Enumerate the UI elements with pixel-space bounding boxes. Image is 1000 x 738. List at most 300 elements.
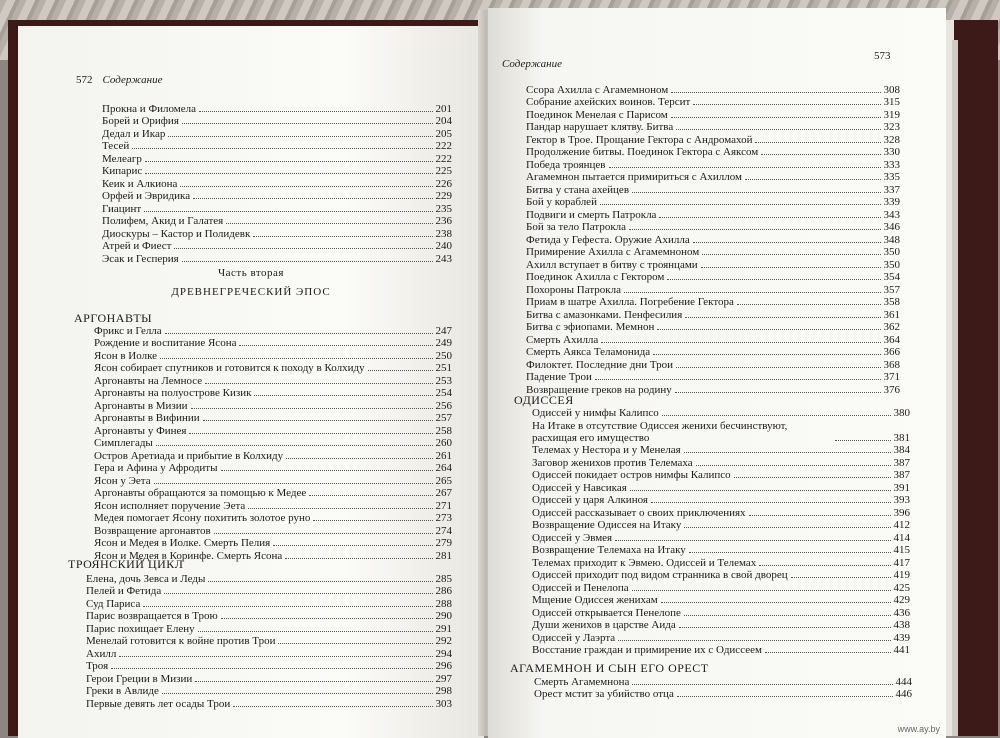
toc-entry-title: Симплегады: [94, 437, 153, 449]
dot-leader: [629, 229, 880, 230]
toc-entry-title: Примирение Ахилла с Агамемноном: [526, 246, 700, 258]
dot-leader: [160, 358, 432, 359]
dot-leader: [203, 420, 433, 421]
toc-entry-page: 201: [435, 102, 452, 115]
toc-entry: [94, 537, 452, 550]
dot-leader: [835, 440, 891, 441]
toc-entry: [526, 158, 900, 171]
dot-leader: [676, 367, 880, 368]
toc-entry-page: 350: [883, 258, 900, 271]
toc-entry: [86, 585, 452, 598]
toc-entry-title: Медея помогает Ясону похитить золотое руно: [94, 512, 311, 524]
toc-entry: [102, 240, 452, 253]
dot-leader: [759, 565, 890, 566]
toc-entry-title: Орфей и Эвридика: [102, 190, 191, 202]
toc-entry: [94, 424, 452, 437]
dot-leader: [630, 490, 891, 491]
toc-entry-page: 267: [435, 487, 452, 499]
toc-entry-title: Елена, дочь Зевса и Леды: [86, 572, 206, 585]
toc-entry-title: Поединок Ахилла с Гектором: [526, 271, 665, 283]
toc-entry-page: 291: [435, 622, 452, 635]
toc-entry: [94, 474, 452, 487]
toc-entry-title: Битва у стана ахейцев: [526, 183, 630, 196]
toc-entry-page: 298: [435, 685, 452, 697]
dot-leader: [182, 123, 433, 124]
dot-leader: [145, 161, 433, 162]
dot-leader: [154, 483, 433, 484]
dot-leader: [701, 267, 881, 268]
section-heading-argonauts: АРГОНАВТЫ: [74, 311, 153, 325]
toc-entry: [94, 399, 452, 412]
toc-entry-page: 376: [883, 383, 900, 396]
toc-entry-page: 297: [435, 672, 452, 685]
dot-leader: [791, 577, 891, 578]
dot-leader: [221, 618, 433, 619]
dot-leader: [191, 408, 433, 409]
toc-entry-page: 348: [883, 233, 900, 246]
toc-entry-page: 247: [435, 324, 452, 337]
toc-entry-title: Полифем, Акид и Галатея: [102, 215, 224, 227]
toc-entry-title: Кипарис: [102, 165, 143, 177]
toc-entry: [532, 544, 910, 557]
toc-entry-page: 380: [893, 406, 910, 419]
toc-entry-page: 222: [435, 140, 452, 152]
dot-leader: [119, 656, 432, 657]
dot-leader: [254, 395, 432, 396]
toc-entry: [526, 183, 900, 196]
toc-entry-page: 364: [883, 333, 900, 346]
dot-leader: [174, 248, 432, 249]
toc-entry: [94, 449, 452, 462]
toc-entry-page: 258: [435, 424, 452, 437]
toc-entry: [526, 333, 900, 346]
toc-entry-title: Аргонавты на Лемносе: [94, 374, 203, 387]
toc-entry-page: 335: [883, 171, 900, 183]
toc-entry-page: 371: [883, 371, 900, 383]
section-heading-odyssey: ОДИССЕЯ: [514, 393, 574, 407]
dot-leader: [689, 552, 891, 553]
toc-entry: [526, 121, 900, 134]
toc-entry-title: Возвращение аргонавтов: [94, 524, 211, 537]
toc-entry-title: Атрей и Фиест: [102, 240, 172, 252]
toc-entry-page: 358: [883, 296, 900, 308]
toc-entry-page: 384: [893, 444, 910, 456]
toc-entry: [532, 631, 910, 644]
dot-leader: [675, 392, 881, 393]
toc-entry: [94, 512, 452, 525]
toc-entry-page: 290: [435, 610, 452, 622]
left-running-head: Содержание: [102, 74, 163, 86]
toc-entry-page: 273: [435, 512, 452, 524]
toc-entry-page: 274: [435, 524, 452, 537]
dot-leader: [684, 615, 891, 616]
toc-entry-title: Одиссей у Навсикая: [532, 481, 627, 494]
toc-entry-page: 251: [435, 362, 452, 374]
toc-entry: [102, 152, 452, 165]
toc-entry-title: Ахилл вступает в битву с троянцами: [526, 258, 698, 271]
toc-entry-page: 419: [893, 569, 910, 581]
toc-entry-title: Продолжение битвы. Поединок Гектора с Аяксом: [526, 146, 759, 158]
toc-entry: [102, 227, 452, 240]
toc-entry: [526, 108, 900, 121]
toc-entry-page: 446: [895, 688, 912, 700]
toc-entry-page: 286: [435, 585, 452, 597]
toc-entry-title: Одиссей приходит под видом странника в свой дворец: [532, 569, 788, 581]
toc-entry-page: 265: [435, 474, 452, 487]
toc-entry-title: Ясон и Медея в Иолке. Смерть Пелия: [94, 537, 271, 549]
toc-entry-page: 337: [883, 183, 900, 196]
page-edges-inner: [952, 40, 958, 736]
dot-leader: [671, 117, 881, 118]
toc-entry-page: 229: [435, 190, 452, 202]
toc-entry-page: 238: [435, 227, 452, 240]
toc-entry: [532, 481, 910, 494]
toc-entry: [86, 610, 452, 623]
toc-entry: [532, 606, 910, 619]
toc-entry-page: 387: [893, 469, 910, 481]
dot-leader: [189, 433, 432, 434]
toc-entry-title: Борей и Орифия: [102, 115, 179, 127]
toc-entry: [102, 165, 452, 178]
toc-entry: [102, 115, 452, 128]
toc-entry-title: Одиссей открывается Пенелопе: [532, 606, 681, 619]
dot-leader: [168, 136, 432, 137]
dot-leader: [662, 415, 891, 416]
dot-leader: [144, 211, 432, 212]
dot-leader: [132, 148, 432, 149]
toc-entry-title: Гера и Афина у Афродиты: [94, 462, 218, 474]
dot-leader: [632, 590, 891, 591]
dot-leader: [601, 342, 880, 343]
toc-entry-page: 333: [883, 158, 900, 171]
dot-leader: [693, 104, 880, 105]
toc-entry-page: 436: [893, 606, 910, 619]
dot-leader: [278, 643, 432, 644]
toc-entry-page: 281: [435, 549, 452, 562]
toc-entry-title: Рождение и воспитание Ясона: [94, 337, 237, 349]
section-heading-agamemnon: АГАМЕМНОН И СЫН ЕГО ОРЕСТ: [510, 661, 709, 675]
toc-entry-page: 339: [883, 196, 900, 208]
toc-entry: [94, 412, 452, 425]
toc-entry: [102, 202, 452, 215]
toc-entry-title: Одиссей и Пенелопа: [532, 581, 629, 594]
toc-entry-page: 438: [893, 619, 910, 631]
dot-leader: [595, 379, 881, 380]
dot-leader: [749, 515, 891, 516]
dot-leader: [632, 684, 892, 685]
toc-entry-title: Ясон у Эета: [94, 474, 151, 487]
toc-entry: [526, 283, 900, 296]
dot-leader: [624, 292, 881, 293]
toc-entry-page: 260: [435, 437, 452, 449]
toc-entry-page: 328: [883, 133, 900, 146]
dot-leader: [657, 329, 880, 330]
toc-entry-title: Смерть Агамемнона: [534, 675, 630, 688]
toc-entry: [102, 190, 452, 203]
toc-entry: [526, 271, 900, 284]
toc-entry-title: Ясон в Иолке: [94, 349, 158, 362]
dot-leader: [632, 192, 880, 193]
toc-entry-title: Ясон собирает спутников и готовится к походу в Колхиду: [94, 362, 365, 374]
toc-entry-title: Аргонавты обращаются за помощью к Медее: [94, 487, 307, 499]
toc-entry-page: 330: [883, 146, 900, 158]
toc-entry-page: 366: [883, 346, 900, 358]
toc-entry: [526, 258, 900, 271]
toc-entry-page: 387: [893, 456, 910, 469]
toc-entry: [526, 146, 900, 159]
toc-entry: [532, 406, 910, 419]
toc-entry-title: Бой у кораблей: [526, 196, 597, 208]
toc-entry: [102, 177, 452, 190]
toc-entry-page: 415: [893, 544, 910, 556]
dot-leader: [765, 652, 891, 653]
toc-entry: [86, 647, 452, 660]
toc-entry: [526, 371, 900, 384]
section-heading-troy: ТРОЯНСКИЙ ЦИКЛ: [68, 557, 184, 571]
dot-leader: [653, 354, 880, 355]
toc-entry: [532, 456, 910, 469]
toc-entry: [102, 127, 452, 140]
toc-entry: [102, 140, 452, 153]
toc-entry-page: 319: [883, 108, 900, 121]
toc-entry-title: Первые девять лет осады Трои: [86, 697, 231, 710]
dot-leader: [745, 179, 881, 180]
toc-entry: [526, 346, 900, 359]
toc-entry-title: Парис возвращается в Трою: [86, 610, 218, 622]
toc-entry-page: 243: [435, 252, 452, 265]
toc-entry-title: Заговор женихов против Телемаха: [532, 456, 693, 469]
toc-entry-title: Поединок Менелая с Парисом: [526, 108, 668, 121]
toc-entry: [94, 524, 452, 537]
toc-entry-page: 250: [435, 349, 452, 362]
toc-entry-title: Аргонавты на полуострове Кизик: [94, 387, 252, 399]
toc-entry-page: 256: [435, 399, 452, 412]
watermark: www.ay.by: [897, 724, 940, 734]
toc-entry-page: 362: [883, 321, 900, 333]
toc-entry-title: Мщение Одиссея женихам: [532, 594, 658, 606]
toc-list-troy: [86, 572, 452, 710]
toc-entry-page: 235: [435, 202, 452, 215]
toc-entry-title: Мелеагр: [102, 152, 142, 165]
dot-leader: [248, 508, 432, 509]
dot-leader: [661, 602, 891, 603]
toc-entry-title: Одиссей у нимфы Калипсо: [532, 406, 659, 419]
toc-entry-title: Возвращение Телемаха на Итаку: [532, 544, 686, 556]
dot-leader: [162, 693, 433, 694]
toc-entry-title: Одиссей у Эвмея: [532, 531, 613, 544]
toc-entry: [526, 358, 900, 371]
toc-entry-page: 368: [883, 358, 900, 371]
toc-entry: [532, 644, 910, 657]
dot-leader: [286, 458, 432, 459]
toc-entry-title: Ссора Ахилла с Агамемноном: [526, 83, 669, 96]
toc-entry: [526, 308, 900, 321]
dot-leader: [165, 333, 433, 334]
toc-entry: [94, 374, 452, 387]
dot-leader: [195, 681, 432, 682]
dot-leader: [368, 370, 433, 371]
toc-entry-title: Приам в шатре Ахилла. Погребение Гектора: [526, 296, 734, 308]
toc-entry-title: Одиссей рассказывает о своих приключениях: [532, 506, 746, 519]
right-page: [488, 8, 946, 738]
dot-leader: [671, 92, 880, 93]
toc-entry-title: Битва с эфиопами. Мемнон: [526, 321, 655, 333]
toc-entry: [534, 688, 912, 701]
left-page-header: [76, 74, 163, 86]
dot-leader: [696, 465, 891, 466]
toc-entry-title: Фетида у Гефеста. Оружие Ахилла: [526, 233, 690, 246]
toc-entry-title: Агамемнон пытается примириться с Ахиллом: [526, 171, 742, 183]
toc-entry-title: Ясон исполняет поручение Эета: [94, 499, 246, 512]
toc-entry-title: Эсак и Гесперия: [102, 252, 179, 265]
toc-entry: [532, 506, 910, 519]
part-label: Часть вторая: [217, 267, 284, 279]
toc-entry-page: 417: [893, 556, 910, 569]
toc-entry-page: 285: [435, 572, 452, 585]
toc-entry-page: 205: [435, 127, 452, 140]
toc-entry-page: 257: [435, 412, 452, 424]
toc-entry-title: Смерть Аякса Теламонида: [526, 346, 651, 358]
toc-entry: [526, 208, 900, 221]
toc-entry-title: Одиссей у Лаэрта: [532, 631, 616, 644]
toc-entry-title: Менелай готовится к войне против Трои: [86, 635, 276, 647]
toc-entry-page: 225: [435, 165, 452, 177]
toc-list-agamemnon: [534, 675, 912, 700]
toc-entry: [526, 296, 900, 309]
toc-entry-page: 354: [883, 271, 900, 283]
toc-entry-page: 441: [893, 644, 910, 656]
toc-entry: [532, 581, 910, 594]
toc-entry-page: 249: [435, 337, 452, 349]
right-running-head: Содержание: [502, 58, 563, 70]
dot-leader: [734, 477, 891, 478]
toc-entry: [102, 102, 452, 115]
toc-entry-page: 254: [435, 387, 452, 399]
toc-entry-title: Гиацинт: [102, 202, 142, 215]
dot-leader: [684, 452, 891, 453]
toc-entry-title: Собрание ахейских воинов. Терсит: [526, 96, 691, 108]
dot-leader: [651, 502, 891, 503]
dot-leader: [313, 520, 432, 521]
toc-entry-page: 222: [435, 152, 452, 165]
toc-entry: [526, 133, 900, 146]
toc-entry-page: 279: [435, 537, 452, 549]
toc-entry-title: Аргонавты в Мизии: [94, 399, 188, 412]
toc-entry-title: Суд Париса: [86, 597, 141, 610]
toc-entry-title: Филоктет. Последние дни Трои: [526, 358, 674, 371]
toc-entry-page: 381: [893, 431, 910, 444]
dot-leader: [615, 540, 890, 541]
dot-leader: [684, 527, 890, 528]
toc-entry-title: Похороны Патрокла: [526, 283, 621, 296]
toc-entry-page: 236: [435, 215, 452, 227]
dot-leader: [273, 545, 432, 546]
toc-entry: [526, 246, 900, 259]
toc-entry-page: 444: [895, 675, 912, 688]
toc-entry: [94, 462, 452, 475]
toc-entry-page: 271: [435, 499, 452, 512]
toc-entry: [86, 660, 452, 673]
toc-entry: [532, 444, 910, 457]
toc-entry: [532, 531, 910, 544]
toc-entry: [86, 635, 452, 648]
toc-entry-title: Победа троянцев: [526, 158, 606, 171]
toc-entry: [94, 324, 452, 337]
toc-entry-page: 294: [435, 647, 452, 660]
dot-leader: [755, 142, 880, 143]
toc-entry: [534, 675, 912, 688]
toc-entry-page: 412: [893, 519, 910, 531]
toc-entry-page: 261: [435, 449, 452, 462]
toc-entry-title: Диоскуры – Кастор и Полидевк: [102, 227, 251, 240]
toc-entry: [86, 572, 452, 585]
toc-entry-title: Дедал и Икар: [102, 127, 166, 140]
toc-entry-title: Подвиги и смерть Патрокла: [526, 208, 657, 221]
dot-leader: [221, 470, 433, 471]
right-page-number: 573: [874, 50, 891, 62]
dot-leader: [145, 173, 432, 174]
toc-entry-title: Телемах у Нестора и у Менелая: [532, 444, 681, 456]
toc-list-myths: [102, 102, 452, 265]
toc-entry: [532, 594, 910, 607]
toc-entry-title: Ахилл: [86, 647, 117, 660]
dot-leader: [239, 345, 432, 346]
toc-entry: [532, 619, 910, 632]
dot-leader: [659, 217, 880, 218]
toc-entry: [526, 321, 900, 334]
toc-entry-page: 240: [435, 240, 452, 252]
toc-entry: [86, 597, 452, 610]
toc-entry-page: 343: [883, 208, 900, 221]
toc-entry-page: 264: [435, 462, 452, 474]
toc-entry-title: Парис похищает Елену: [86, 622, 195, 635]
toc-entry-title: Телемах приходит к Эвмею. Одиссей и Телемах: [532, 556, 757, 569]
toc-entry-page: 323: [883, 121, 900, 133]
toc-entry-title: Греки в Авлиде: [86, 685, 159, 697]
toc-entry: [526, 171, 900, 184]
toc-entry: [532, 569, 910, 582]
toc-entry: [532, 494, 910, 507]
toc-entry-title: Орест мстит за убийство отца: [534, 688, 674, 700]
dot-leader: [205, 383, 432, 384]
toc-entry-title: Аргонавты в Вифинии: [94, 412, 200, 424]
toc-entry-title: Ясон и Медея в Коринфе. Смерть Ясона: [94, 549, 283, 562]
toc-entry: [94, 337, 452, 350]
dot-leader: [285, 558, 432, 559]
dot-leader: [143, 606, 432, 607]
toc-entry-title: Бой за тело Патрокла: [526, 221, 627, 233]
toc-entry: [94, 499, 452, 512]
toc-entry: [94, 387, 452, 400]
dot-leader: [677, 696, 893, 697]
toc-entry-page: 396: [893, 506, 910, 519]
dot-leader: [737, 304, 881, 305]
toc-entry-title: Тесей: [102, 140, 130, 152]
toc-entry-page: 425: [893, 581, 910, 594]
toc-entry-title: Кеик и Алкиона: [102, 177, 178, 190]
dot-leader: [679, 627, 891, 628]
toc-entry-title: Фрикс и Гелла: [94, 324, 162, 337]
toc-list-iliad: [526, 83, 900, 396]
toc-entry-title: Возвращение греков на родину: [526, 383, 672, 396]
toc-entry-title: Падение Трои: [526, 371, 592, 383]
toc-entry-title: Смерть Ахилла: [526, 333, 599, 346]
dot-leader: [702, 254, 880, 255]
toc-entry-title: Одиссей покидает остров нимфы Калипсо: [532, 469, 731, 481]
dot-leader: [156, 445, 433, 446]
toc-entry-title: Битва с амазонками. Пенфесилия: [526, 308, 683, 321]
dot-leader: [609, 167, 881, 168]
